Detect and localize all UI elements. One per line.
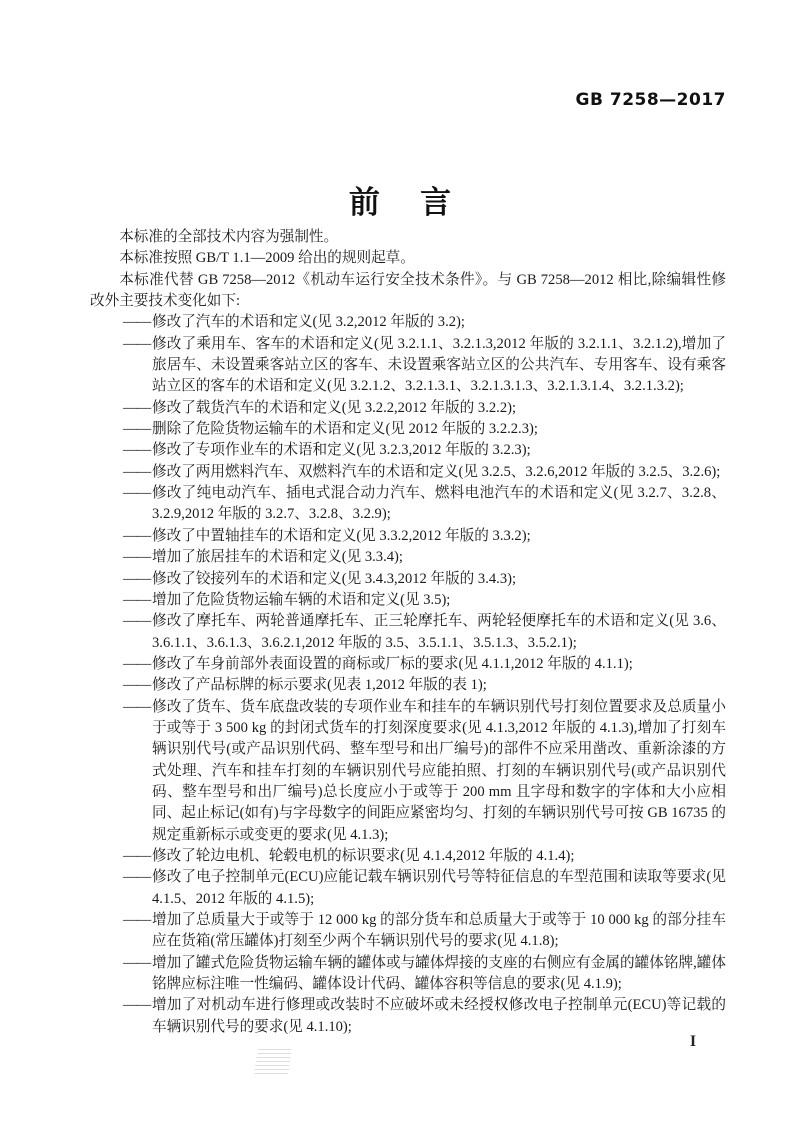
change-item xyxy=(90,910,726,953)
paragraph-mandatory-note: 本标准的全部技术内容为强制性。 xyxy=(119,229,339,245)
item-dash: —— xyxy=(123,591,151,608)
item-dash: —— xyxy=(123,549,151,566)
change-text: 修改了电子控制单元(ECU)应能记载车辆识别代号等特征信息的车型范围和读取等要求(见 4.1.5、2012 年版的 4.1.5); xyxy=(152,869,726,907)
item-dash: —— xyxy=(123,613,151,630)
change-text: 修改了货车、货车底盘改装的专项作业车和挂车的车辆识别代号打刻位置要求及总质量小于或等于 3 500 kg 的封闭式货车的打刻深度要求(见 4.1.3,2012 年版的 4.1.3),增加了打刻车辆识别代号(或产品识别代码、整车型号和出厂编号)的部件不应采用凿改、重新涂漆的方式处理、汽车和挂车打刻的车辆识别代号应能拍照、打刻的车辆识别代号(或产品识别代码、整车型号和出厂编号)总长度应小于或等于 200 mm 且字母和数字的字体和大小应相同、起止标记(如有)与字母数字的间距应紧密均匀、打刻的车辆识别代号可按 GB 16735 的规定重新标示或变更的要求(见 4.1.3); xyxy=(152,698,726,843)
change-text: 修改了载货汽车的术语和定义(见 3.2.2,2012 年版的 3.2.2); xyxy=(152,399,517,416)
item-dash: —— xyxy=(123,421,151,438)
item-dash: —— xyxy=(123,912,151,928)
change-item xyxy=(90,419,726,440)
item-dash: —— xyxy=(123,677,151,694)
change-text: 删除了危险货物运输车的术语和定义(见 2012 年版的 3.2.2.3); xyxy=(152,421,538,438)
change-item xyxy=(90,483,726,526)
change-text: 修改了专项作业车的术语和定义(见 3.2.3,2012 年版的 3.2.3); xyxy=(152,442,531,459)
item-dash: —— xyxy=(123,655,151,672)
change-text: 修改了产品标牌的标示要求(见表 1,2012 年版的表 1); xyxy=(152,677,487,694)
paragraph-replacement-note: 本标准代替 GB 7258—2012《机动车运行安全技术条件》。与 GB 7258—2012 相比,除编辑性修改外主要技术变化如下: xyxy=(90,271,726,310)
change-item xyxy=(90,312,726,333)
change-item xyxy=(90,334,726,398)
item-dash: —— xyxy=(123,570,151,587)
change-item xyxy=(90,611,726,654)
change-item xyxy=(90,440,726,461)
change-text: 增加了罐式危险货物运输车辆的罐体或与罐体焊接的支座的右侧应有金属的罐体铭牌,罐体铭牌应标注唯一性编码、罐体设计代码、罐体容积等信息的要求(见 4.1.9); xyxy=(152,954,726,993)
paragraph-drafting-rule: 本标准按照 GB/T 1.1—2009 给出的规则起草。 xyxy=(119,250,415,267)
item-dash: —— xyxy=(123,485,151,502)
item-dash: —— xyxy=(123,847,151,864)
item-dash: —— xyxy=(123,997,151,1014)
change-text: 修改了纯电动汽车、插电式混合动力汽车、燃料电池汽车的术语和定义(见 3.2.7、3.2.8、3.2.9,2012 年版的 3.2.7、3.2.8、3.2.9); xyxy=(152,485,726,523)
item-dash: —— xyxy=(123,954,151,971)
standard-number: GB 7258—2017 xyxy=(575,90,726,110)
change-text: 修改了两用燃料汽车、双燃料汽车的术语和定义(见 3.2.5、3.2.6,2012 年版的 3.2.5、3.2.6); xyxy=(152,463,721,480)
change-item xyxy=(90,995,726,1038)
change-item xyxy=(90,697,726,846)
change-text: 增加了对机动车进行修理或改装时不应破坏或未经授权修改电子控制单元(ECU)等记载的车辆识别代号的要求(见 4.1.10); xyxy=(152,997,726,1035)
change-text: 修改了汽车的术语和定义(见 3.2,2012 年版的 3.2); xyxy=(152,314,465,331)
change-item xyxy=(90,569,726,590)
change-text: 修改了中置轴挂车的术语和定义(见 3.3.2,2012 年版的 3.3.2); xyxy=(152,527,531,544)
document-body xyxy=(90,227,726,1038)
change-text: 增加了旅居挂车的术语和定义(见 3.3.4); xyxy=(152,549,403,566)
item-dash: —— xyxy=(123,442,151,459)
item-dash: —— xyxy=(123,869,151,886)
change-list xyxy=(90,312,726,1038)
change-item xyxy=(90,953,726,996)
change-text: 增加了危险货物运输车辆的术语和定义(见 3.5); xyxy=(152,591,451,608)
item-dash: —— xyxy=(123,314,151,331)
item-dash: —— xyxy=(123,463,151,480)
change-text: 修改了摩托车、两轮普通摩托车、正三轮摩托车、两轮轻便摩托车的术语和定义(见 3.6、3.6.1.1、3.6.1.3、3.6.2.1,2012 年版的 3.5、3.5.1.1、3.5.1.3、3.5.2.1); xyxy=(152,613,726,651)
scan-smudge-artifact xyxy=(254,1049,292,1075)
item-dash: —— xyxy=(123,399,151,416)
change-item xyxy=(90,526,726,547)
change-item xyxy=(90,654,726,675)
change-text: 修改了乘用车、客车的术语和定义(见 3.2.1.1、3.2.1.3,2012 年版的 3.2.1.1、3.2.1.2),增加了旅居车、未设置乘客站立区的客车、未设置乘客站立区的公共汽车、专用客车、设有乘客站立区的客车的术语和定义(见 3.2.1.2、3.2.1.3.1、3.2.1.3.1.3、3.2.1.3.1.4、3.2.1.3.2); xyxy=(152,335,726,395)
change-text: 增加了总质量大于或等于 12 000 kg 的部分货车和总质量大于或等于 10 000 kg 的部分挂车应在货箱(常压罐体)打刻至少两个车辆识别代号的要求(见 4.1.8); xyxy=(152,912,726,950)
item-dash: —— xyxy=(123,698,151,715)
page-title: 前言 xyxy=(348,184,492,220)
change-item xyxy=(90,846,726,867)
change-item xyxy=(90,462,726,483)
change-item xyxy=(90,398,726,419)
change-item xyxy=(90,590,726,611)
change-text: 修改了铰接列车的术语和定义(见 3.4.3,2012 年版的 3.4.3); xyxy=(152,570,517,587)
change-text: 修改了车身前部外表面设置的商标或厂标的要求(见 4.1.1,2012 年版的 4.1.1); xyxy=(152,655,633,672)
change-text: 修改了轮边电机、轮毂电机的标识要求(见 4.1.4,2012 年版的 4.1.4); xyxy=(152,847,575,864)
change-item xyxy=(90,867,726,910)
item-dash: —— xyxy=(123,527,151,544)
item-dash: —— xyxy=(123,335,151,352)
change-item xyxy=(90,675,726,696)
page-number: I xyxy=(689,1033,696,1050)
change-item xyxy=(90,547,726,568)
